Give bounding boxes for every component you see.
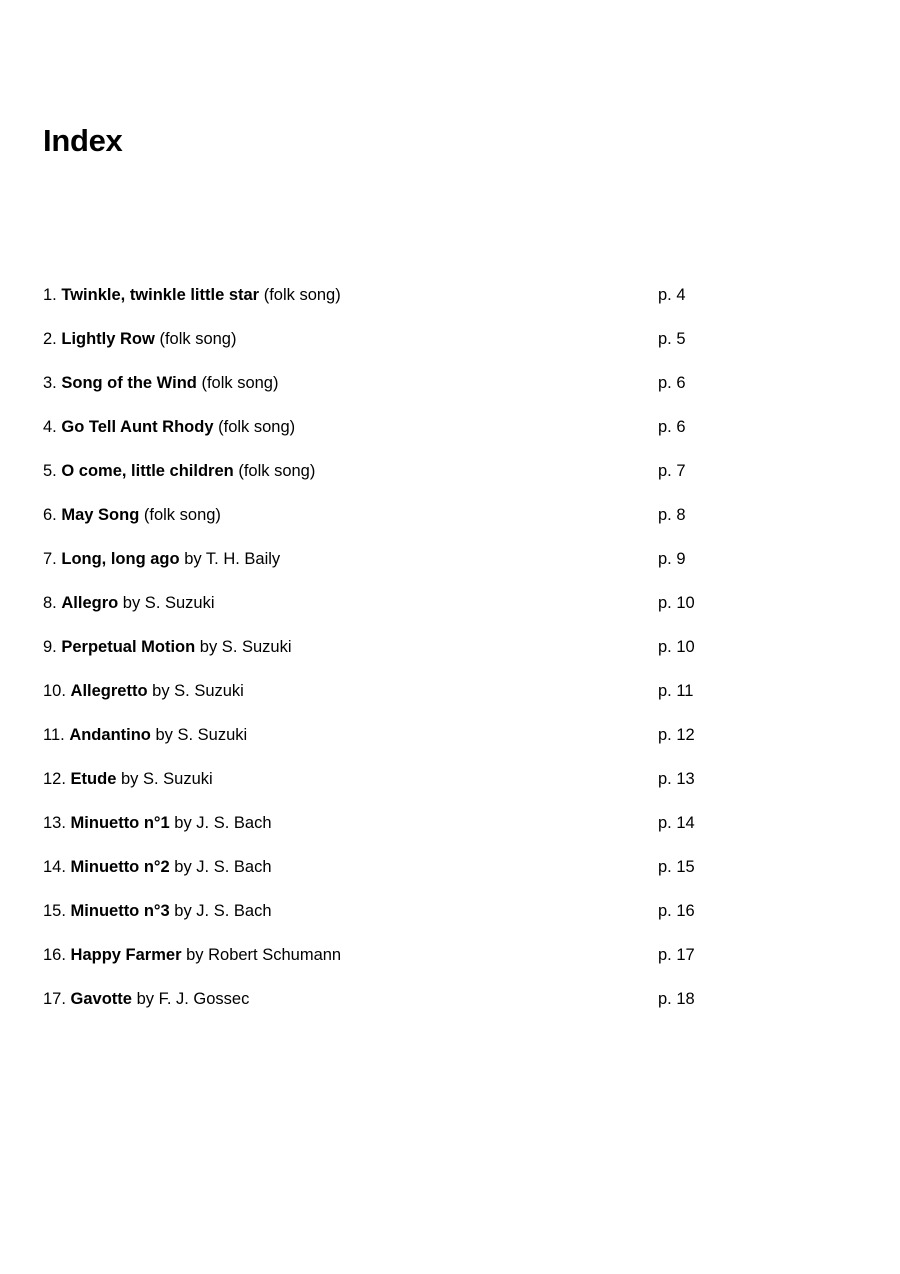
index-entry — [0, 942, 900, 968]
entry-text — [43, 502, 221, 528]
entry-credit: (folk song) — [218, 418, 296, 436]
entry-credit: by J. S. Bach — [174, 858, 272, 876]
index-entry — [0, 634, 900, 660]
index-entry — [0, 282, 900, 308]
entry-text — [43, 810, 272, 836]
entry-title: May Song — [61, 506, 140, 524]
entry-title: Perpetual Motion — [61, 638, 196, 656]
index-entry — [0, 590, 900, 616]
index-entry — [0, 678, 900, 704]
entry-page-number: p. 10 — [658, 638, 695, 656]
entry-credit: (folk song) — [238, 462, 316, 480]
entry-number: 17. — [43, 990, 66, 1008]
entry-page-number: p. 6 — [658, 374, 686, 392]
entry-page-number: p. 9 — [658, 550, 686, 568]
entry-text — [43, 458, 315, 484]
index-entry — [0, 414, 900, 440]
entry-credit: by S. Suzuki — [152, 682, 244, 700]
entry-number: 9. — [43, 638, 57, 656]
entry-title: Minuetto n°2 — [70, 858, 170, 876]
entry-page-number: p. 16 — [658, 902, 695, 920]
index-entry — [0, 766, 900, 792]
entry-text — [43, 634, 292, 660]
entry-text — [43, 942, 341, 968]
entry-title: Lightly Row — [61, 330, 155, 348]
entry-number: 6. — [43, 506, 57, 524]
entry-number: 16. — [43, 946, 66, 964]
entry-page-number: p. 12 — [658, 726, 695, 744]
entry-credit: by J. S. Bach — [174, 814, 272, 832]
entry-title: Long, long ago — [61, 550, 180, 568]
index-entry — [0, 502, 900, 528]
index-entry — [0, 722, 900, 748]
entry-number: 13. — [43, 814, 66, 832]
entry-page-number: p. 6 — [658, 418, 686, 436]
index-entry — [0, 326, 900, 352]
entry-credit: (folk song) — [143, 506, 221, 524]
entry-title: Andantino — [69, 726, 151, 744]
entry-page-number: p. 8 — [658, 506, 686, 524]
entry-text — [43, 722, 247, 748]
entry-text — [43, 326, 236, 352]
entry-title: Twinkle, twinkle little star — [61, 286, 260, 304]
entry-page-number: p. 4 — [658, 286, 686, 304]
entry-page-number: p. 5 — [658, 330, 686, 348]
index-entry — [0, 854, 900, 880]
entry-credit: by T. H. Baily — [184, 550, 281, 568]
entry-page-number: p. 15 — [658, 858, 695, 876]
entry-number: 2. — [43, 330, 57, 348]
index-entry — [0, 546, 900, 572]
entry-text — [43, 898, 272, 924]
entry-title: Allegro — [61, 594, 119, 612]
entry-number: 14. — [43, 858, 66, 876]
index-entry — [0, 986, 900, 1012]
entry-number: 8. — [43, 594, 57, 612]
entry-title: Song of the Wind — [61, 374, 197, 392]
entry-text — [43, 986, 249, 1012]
entry-credit: (folk song) — [159, 330, 237, 348]
entry-text — [43, 854, 272, 880]
entry-page-number: p. 17 — [658, 946, 695, 964]
page-title: Index — [43, 123, 123, 158]
entry-number: 5. — [43, 462, 57, 480]
entry-text — [43, 546, 280, 572]
entry-page-number: p. 7 — [658, 462, 686, 480]
entry-credit: by S. Suzuki — [120, 770, 213, 788]
entry-page-number: p. 10 — [658, 594, 695, 612]
entry-number: 11. — [43, 726, 65, 744]
entry-page-number: p. 14 — [658, 814, 695, 832]
entry-page-number: p. 13 — [658, 770, 695, 788]
entry-number: 3. — [43, 374, 57, 392]
entry-credit: by F. J. Gossec — [136, 990, 250, 1008]
entry-credit: by Robert Schumann — [186, 946, 342, 964]
entry-text — [43, 370, 278, 396]
entry-title: Gavotte — [70, 990, 132, 1008]
entry-title: Go Tell Aunt Rhody — [61, 418, 214, 436]
entry-title: Happy Farmer — [70, 946, 182, 964]
entry-title: Minuetto n°1 — [70, 814, 170, 832]
entry-number: 7. — [43, 550, 57, 568]
entry-title: O come, little children — [61, 462, 234, 480]
entry-title: Etude — [70, 770, 117, 788]
entry-credit: (folk song) — [201, 374, 279, 392]
entry-title: Allegretto — [70, 682, 148, 700]
entry-title: Minuetto n°3 — [70, 902, 170, 920]
entry-text — [43, 590, 215, 616]
entry-page-number: p. 18 — [658, 990, 695, 1008]
entry-credit: by S. Suzuki — [155, 726, 248, 744]
entry-number: 4. — [43, 418, 57, 436]
entry-text — [43, 282, 341, 308]
entry-number: 12. — [43, 770, 66, 788]
entry-credit: (folk song) — [263, 286, 341, 304]
index-entry — [0, 458, 900, 484]
entry-credit: by J. S. Bach — [174, 902, 272, 920]
entry-text — [43, 414, 295, 440]
index-entry — [0, 810, 900, 836]
entry-credit: by S. Suzuki — [199, 638, 292, 656]
entry-text — [43, 766, 213, 792]
entry-credit: by S. Suzuki — [122, 594, 215, 612]
entry-page-number: p. 11 — [658, 682, 694, 700]
entry-number: 10. — [43, 682, 66, 700]
index-entry — [0, 898, 900, 924]
entry-number: 15. — [43, 902, 66, 920]
entry-number: 1. — [43, 286, 57, 304]
entry-text — [43, 678, 244, 704]
index-entry — [0, 370, 900, 396]
